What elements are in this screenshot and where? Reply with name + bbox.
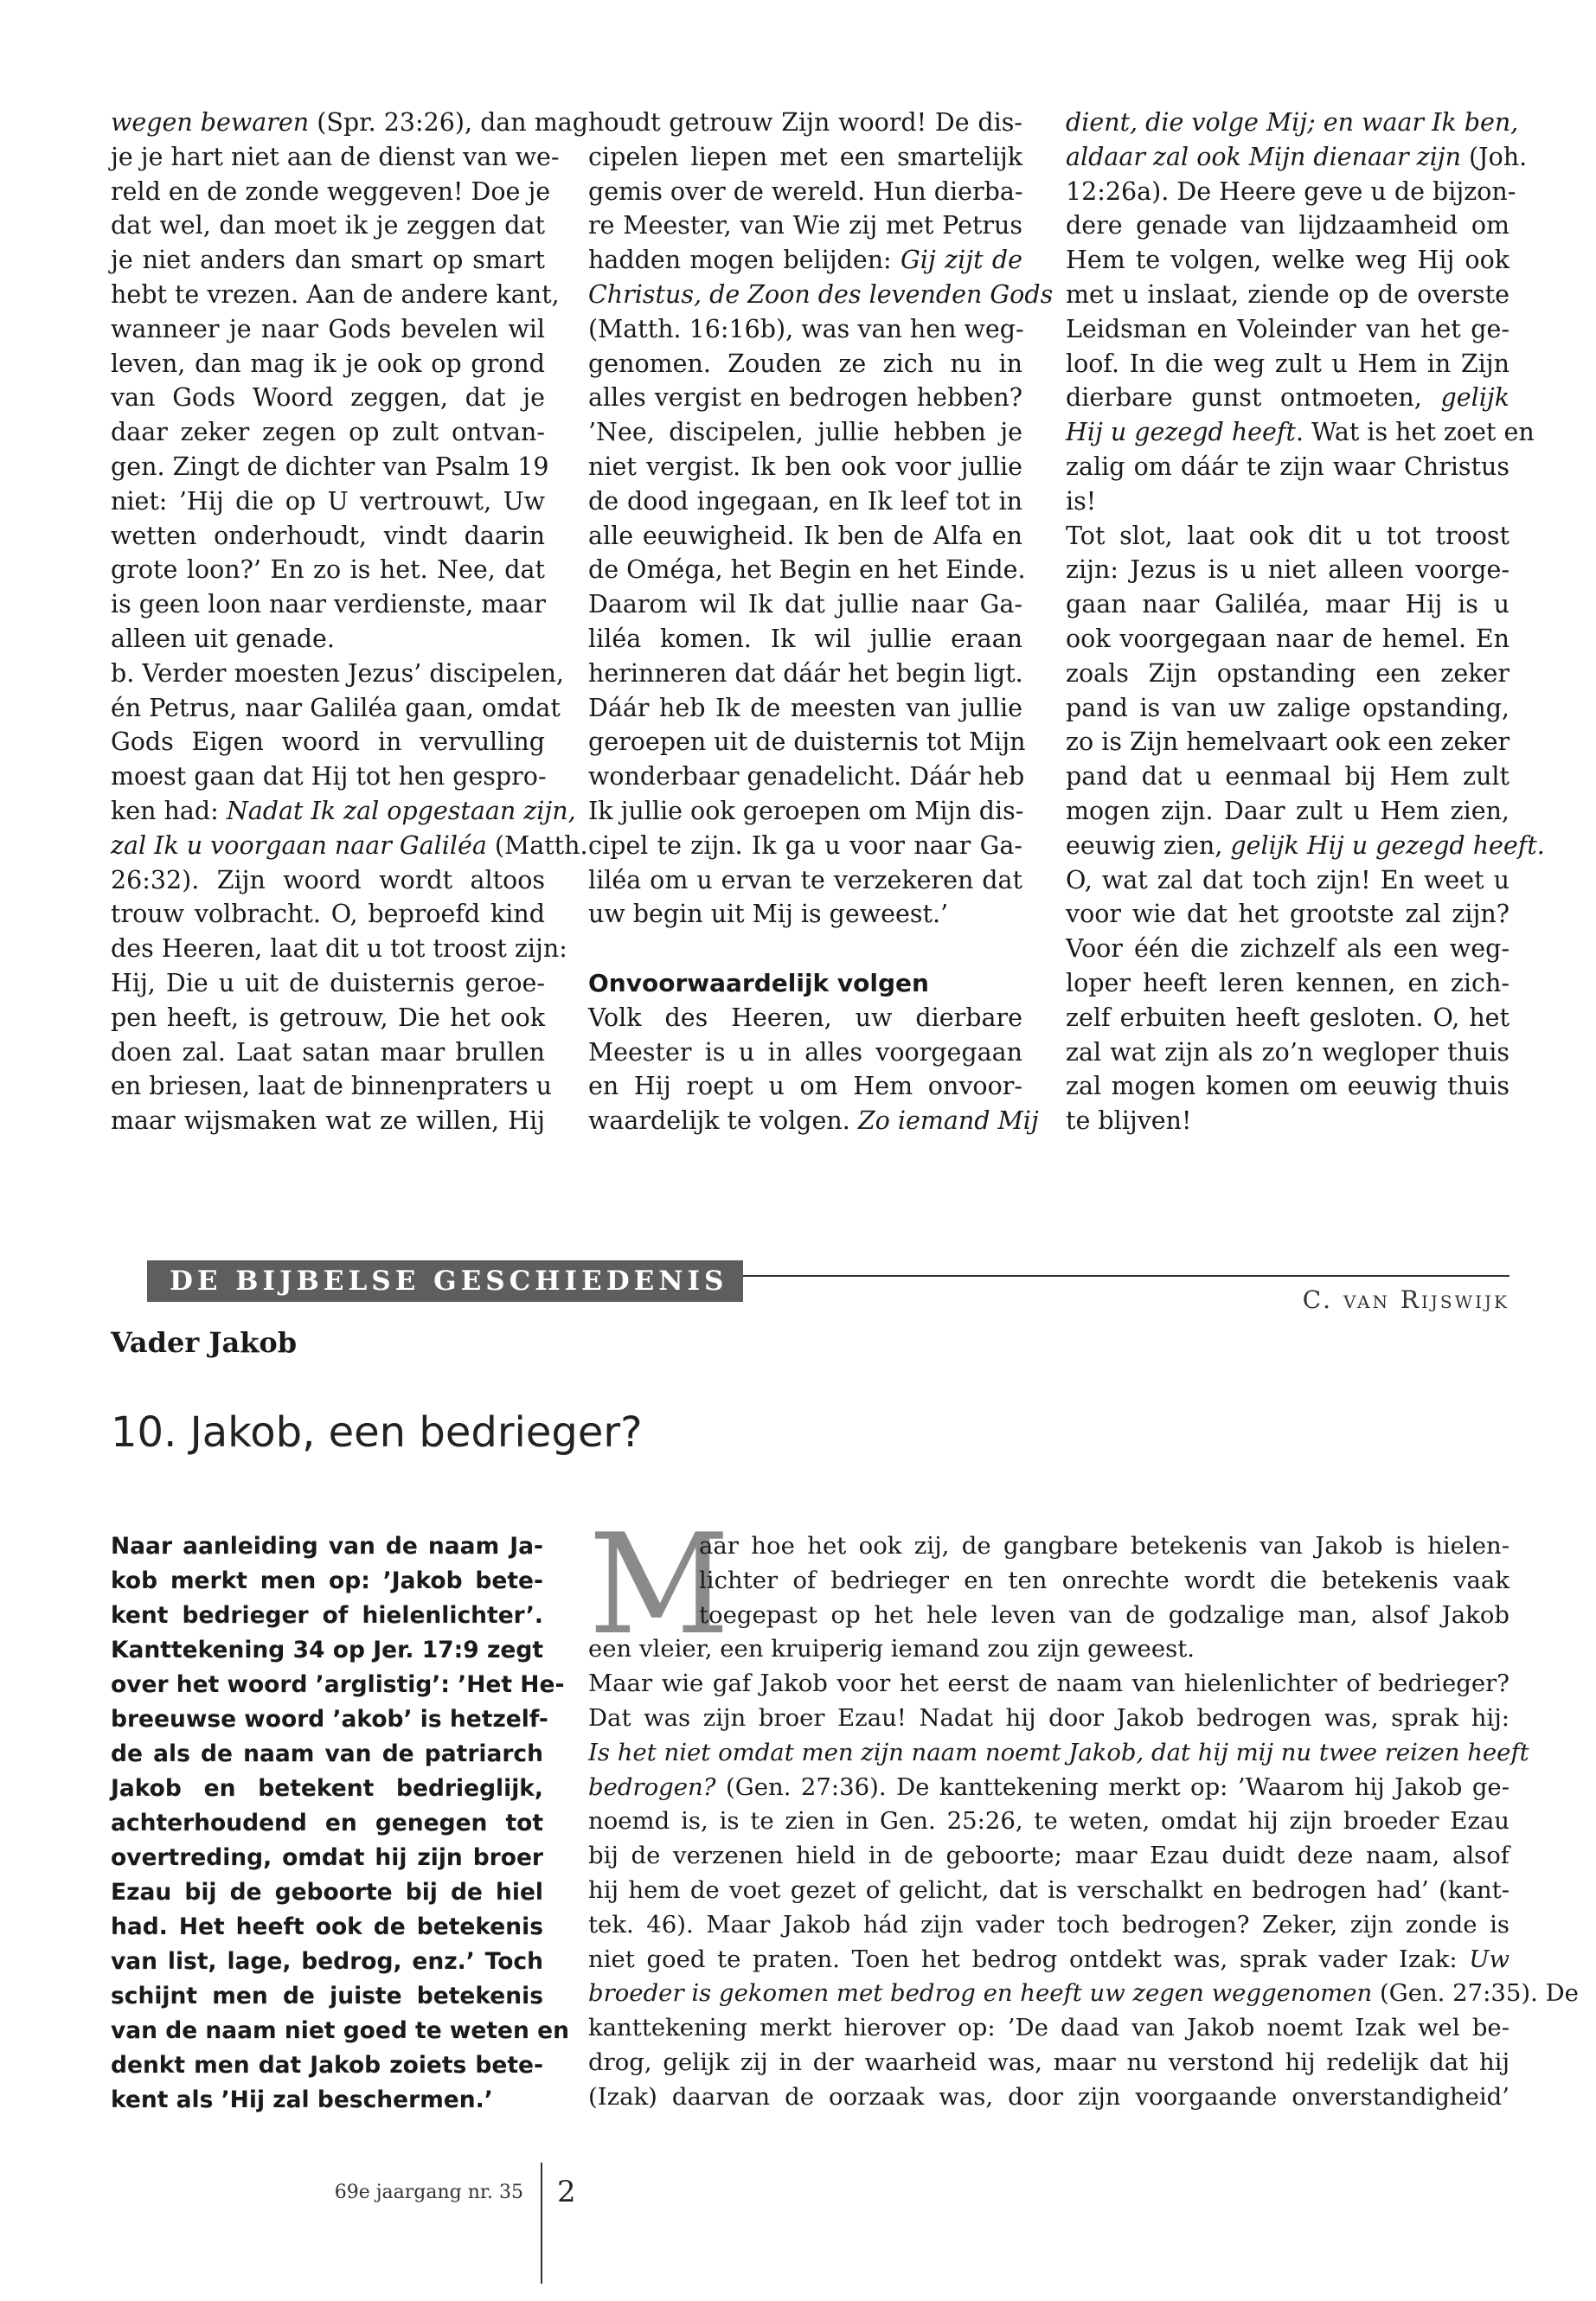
text-line: [1066, 897, 1509, 932]
text-run: hadden mogen belijden:: [588, 246, 901, 275]
text-run: (Matth.: [486, 830, 588, 860]
text-run: is geen loon naar verdienste, maar: [111, 590, 546, 619]
italic-text: Hij u gezegd heeft: [1066, 418, 1296, 447]
text-run: pand is van uw zalige opstanding,: [1066, 693, 1509, 722]
text-run: Tot slot, laat ook dit u tot troost: [1066, 521, 1509, 550]
text-run: de dood ingegaan, en Ik leef tot in: [588, 486, 1022, 516]
text-line: [1066, 794, 1509, 829]
text-line: [588, 760, 1025, 794]
article-intro: [111, 1529, 569, 2118]
text-line: [588, 1804, 1509, 1839]
text-line: [588, 243, 1022, 278]
text-run: drog, gelijk zij in der waarheid was, maar nu verstond hij redelijk dat hij: [588, 2048, 1509, 2076]
italic-text: broeder is gekomen met bedrog en heeft uw zegen weggenomen: [588, 1979, 1373, 2008]
text-run: zalig om dáár te zijn waar Christus: [1066, 452, 1509, 481]
italic-text: zal Ik u voorgaan naar Galiléa: [111, 830, 487, 860]
text-line: [1066, 966, 1509, 1001]
text-run: Hem te volgen, welke weg Hij ook: [1066, 246, 1509, 275]
text-run: trouw volbracht. O, beproefd kind: [111, 900, 545, 929]
intro-line: had. Het heeft ook de betekenis: [111, 1913, 543, 1940]
text-line: [111, 932, 567, 966]
text-run: met u inslaat, ziende op de overste: [1066, 279, 1509, 309]
text-line: [588, 312, 1022, 347]
text-line: [1066, 760, 1509, 794]
text-line: [111, 347, 545, 381]
text-run: b. Verder moesten Jezus’ discipelen,: [111, 658, 564, 688]
text-line: [111, 243, 545, 278]
text-line: [1066, 484, 1509, 519]
text-line: [1066, 278, 1509, 312]
text-run: reld en de zonde weggeven! Doe je: [111, 176, 551, 206]
text-run: waardelijk te volgen.: [588, 1106, 858, 1136]
text-line: [588, 829, 1022, 863]
text-line: [588, 691, 1022, 726]
text-run: alles vergist en bedrogen hebben?: [588, 383, 1022, 413]
text-run: noemd is, is te zien in Gen. 25:26, te weten, omdat hij zijn broeder Ezau: [588, 1807, 1509, 1836]
text-run: wetten onderhoudt, vindt daarin: [111, 521, 545, 550]
text-run: eeuwig zien,: [1066, 830, 1231, 860]
text-line: [588, 1943, 1509, 1977]
text-run: (Joh.: [1460, 142, 1528, 171]
text-line: [111, 484, 545, 519]
series-subtitle: Vader Jakob: [111, 1326, 298, 1359]
text-line: [588, 725, 1026, 760]
text-run: zoals Zijn opstanding een zeker: [1066, 658, 1509, 688]
text-line: [588, 519, 1022, 554]
text-run: cipel te zijn. Ik ga u voor naar Ga-: [588, 830, 1022, 860]
text-run: ’Nee, discipelen, jullie hebben je: [588, 418, 1022, 447]
text-line: [111, 1001, 545, 1035]
text-run: geroepen uit de duisternis tot Mijn: [588, 727, 1026, 757]
text-line: [588, 1977, 1579, 2011]
text-run: Gods Eigen woord in vervulling: [111, 727, 545, 757]
text-run: ook voorgegaan naar de hemel. En: [1066, 624, 1509, 653]
text-line: [588, 1771, 1509, 1805]
text-line: [111, 381, 545, 415]
intro-line: schijnt men de juiste betekenis: [111, 1983, 543, 2009]
column-3: [1066, 106, 1545, 1138]
text-line: [111, 657, 564, 691]
text-line: [1066, 106, 1519, 140]
text-line: [111, 106, 588, 140]
text-run: 12:26a). De Heere geve u de bijzon-: [1066, 176, 1516, 206]
text-line: [1066, 657, 1509, 691]
text-run: gaan naar Galiléa, maar Hij is u: [1066, 590, 1509, 619]
italic-text: Gij zijt de: [901, 246, 1022, 275]
intro-line: kent bedrieger of hielenlichter’.: [111, 1602, 543, 1629]
text-line: [111, 897, 545, 932]
text-line: [1066, 381, 1509, 415]
text-run: Hij, Die u uit de duisternis geroe-: [111, 968, 545, 997]
text-line: [1066, 829, 1545, 863]
text-line: [588, 1001, 1022, 1035]
intro-line: over het woord ’arglistig’: ’Het He-: [111, 1671, 565, 1698]
text-run: hij hem de voet gezet of gelicht, dat is verschalkt en bedrogen had’ (kant-: [588, 1875, 1509, 1904]
text-run: zelf erbuiten heeft gesloten. O, het: [1066, 1003, 1509, 1032]
text-line: [1066, 553, 1509, 587]
text-line: [588, 450, 1022, 484]
text-line: [111, 175, 551, 209]
text-line: [1066, 208, 1509, 243]
text-line: [588, 657, 1022, 691]
text-line: [1066, 1104, 1509, 1138]
text-line: [588, 2080, 1509, 2115]
text-run: (Gen. 27:35). De: [1372, 1979, 1579, 2008]
text-line: [588, 587, 1022, 622]
text-line: [111, 312, 545, 347]
intro-line: Jakob en betekent bedrieglijk,: [111, 1775, 543, 1802]
text-run: liléa komen. Ik wil jullie eraan: [588, 624, 1022, 653]
text-line: [1066, 622, 1509, 657]
text-line: [588, 1104, 1039, 1138]
text-line: [1066, 691, 1509, 726]
italic-text: Is het niet omdat men zijn naam noemt Jakob, dat hij mij nu twee reizen heeft: [588, 1738, 1529, 1766]
text-run: je niet anders dan smart op smart: [111, 246, 545, 275]
text-run: des Heeren, laat dit u tot troost zijn:: [111, 934, 567, 964]
intro-line: van de naam niet goed te weten en: [111, 2017, 569, 2044]
text-run: 26:32). Zijn woord wordt altoos: [111, 865, 545, 894]
text-line: [588, 794, 1022, 829]
issue-label: 69e jaargang nr. 35: [334, 2182, 523, 2203]
text-run: gen. Zingt de dichter van Psalm 19: [111, 452, 549, 481]
text-line: [588, 553, 1026, 587]
intro-line: Ezau bij de geboorte bij de hiel: [111, 1879, 543, 1906]
text-run: gemis over de wereld. Hun dierba-: [588, 176, 1023, 206]
text-line: [1066, 347, 1509, 381]
text-line: [111, 553, 545, 587]
article-body: [588, 1529, 1579, 2115]
text-run: hebt te vrezen. Aan de andere kant,: [111, 279, 560, 309]
column-1: [111, 106, 588, 1138]
text-line: [588, 2011, 1509, 2046]
text-run: grote loon?’ En zo is het. Nee, dat: [111, 555, 545, 585]
text-run: ken had:: [111, 796, 227, 825]
text-run: pen heeft, is getrouw, Die het ook: [111, 1003, 545, 1032]
text-run: cipelen liepen met een smartelijk: [588, 142, 1022, 171]
page-footer: [0, 2163, 1596, 2292]
text-line: [111, 1104, 545, 1138]
text-run: is!: [1066, 486, 1097, 516]
text-run: bij de verzenen hield in de geboorte; maar Ezau duidt deze naam, alsof: [588, 1842, 1509, 1870]
italic-text: Zo iemand Mij: [857, 1106, 1039, 1136]
text-line: [111, 863, 545, 898]
text-run: herinneren dat dáár het begin ligt.: [588, 658, 1023, 688]
text-line: [111, 140, 560, 175]
text-run: . Wat is het zoet en: [1295, 418, 1535, 447]
text-run: alle eeuwigheid. Ik ben de Alfa en: [588, 521, 1022, 550]
text-run: wonderbaar genadelicht. Dáár heb: [588, 762, 1025, 792]
text-line: [588, 2046, 1509, 2080]
italic-text: Uw: [1469, 1945, 1509, 1973]
text-line: [1066, 1001, 1509, 1035]
text-line: [588, 1035, 1022, 1070]
text-line: [588, 208, 1022, 243]
text-run: niet vergist. Ik ben ook voor jullie: [588, 452, 1022, 481]
text-line: [588, 1667, 1509, 1702]
text-run: dat wel, dan moet ik je zeggen dat: [111, 211, 545, 240]
text-run: pand dat u eenmaal bij Hem zult: [1066, 762, 1509, 792]
text-run: Ik jullie ook geroepen om Mijn dis-: [588, 796, 1024, 825]
text-run: van Gods Woord zeggen, dat je: [111, 383, 545, 413]
text-run: Meester is u in alles voorgegaan: [588, 1037, 1022, 1067]
intro-line: Kanttekening 34 op Jer. 17:9 zegt: [111, 1637, 543, 1663]
intro-line: de als de naam van de patriarch: [111, 1740, 543, 1767]
text-run: alleen uit genade.: [111, 624, 335, 653]
text-line: [588, 1874, 1509, 1908]
intro-line: denkt men dat Jakob zoiets bete-: [111, 2052, 543, 2079]
text-line: [111, 691, 561, 726]
text-run: en Hij roept u om Hem onvoor-: [588, 1072, 1022, 1101]
text-run: wanneer je naar Gods bevelen wil: [111, 314, 545, 343]
text-line: [588, 140, 1022, 175]
text-run: Volk des Heeren, uw dierbare: [588, 1003, 1022, 1032]
text-line: [1066, 243, 1509, 278]
text-line: [588, 484, 1022, 519]
italic-text: aldaar zal ook Mijn dienaar zijn: [1066, 142, 1461, 171]
text-run: (Spr. 23:26), dan mag: [309, 108, 588, 137]
section-banner: DE BIJBELSE GESCHIEDENIS: [147, 1260, 743, 1302]
text-run: Leidsman en Voleinder van het ge-: [1066, 314, 1509, 343]
text-line: [1066, 140, 1528, 175]
text-run: O, wat zal dat toch zijn! En weet u: [1066, 865, 1509, 894]
text-line: [1066, 1069, 1509, 1104]
text-line: [588, 622, 1022, 657]
text-run: Daarom wil Ik dat jullie naar Ga-: [588, 590, 1022, 619]
intro-line: breeuwse woord ’akob’ is hetzelf-: [111, 1706, 548, 1733]
italic-text: Nadat Ik zal opgestaan zijn,: [226, 796, 576, 825]
text-run: re Meester, van Wie zij met Petrus: [588, 211, 1022, 240]
text-line: [111, 278, 560, 312]
text-line: [588, 897, 1022, 932]
text-run: een vleier, een kruiperig iemand zou zijn geweest.: [588, 1635, 1195, 1663]
text-line: [111, 829, 588, 863]
author-name: C. van Rijswijk: [1302, 1285, 1509, 1314]
text-run: voor wie dat het grootste zal zijn?: [1066, 900, 1509, 929]
text-run: (Gen. 27:36). De kanttekening merkt op: ’Waarom hij Jakob ge-: [715, 1772, 1509, 1801]
text-line: [588, 106, 1022, 140]
text-run: dere genade van lijdzaamheid om: [1066, 211, 1509, 240]
text-line: [111, 208, 545, 243]
text-line: [1066, 863, 1509, 898]
text-line: [111, 1069, 553, 1104]
text-run: niet goed te praten. Toen het bedrog ontdekt was, sprak vader Izak:: [588, 1945, 1470, 1973]
text-run: de Oméga, het Begin en het Einde.: [588, 555, 1026, 585]
text-run: kanttekening merkt hierover op: ’De daad van Jakob noemt Izak wel be-: [588, 2014, 1509, 2042]
text-run: uw begin uit Mij is geweest.’: [588, 900, 949, 929]
italic-text: bedrogen?: [588, 1772, 716, 1801]
text-line: [111, 725, 545, 760]
text-run: zal wat zijn als zo’n wegloper thuis: [1066, 1037, 1509, 1067]
text-line: [588, 1564, 1509, 1599]
text-run: en briesen, laat de binnenpraters u: [111, 1072, 553, 1101]
text-line: [588, 175, 1022, 209]
intro-line: overtreding, omdat hij zijn broer: [111, 1844, 543, 1871]
italic-text: Christus, de Zoon des levenden Gods: [588, 279, 1054, 309]
text-line: [588, 415, 1022, 450]
text-line: [588, 1736, 1529, 1771]
article-title: 10. Jakob, een bedrieger?: [111, 1408, 643, 1457]
text-line: [111, 519, 545, 554]
text-run: zo is Zijn hemelvaart ook een zeker: [1066, 727, 1510, 757]
text-line: [588, 1908, 1509, 1943]
italic-text: wegen bewaren: [111, 108, 310, 137]
text-run: zijn: Jezus is u niet alleen voorge-: [1066, 555, 1509, 585]
text-run: aar hoe het ook zij, de gangbare betekenis van Jakob is hielen-: [699, 1532, 1509, 1560]
text-line: [111, 587, 545, 622]
text-run: dierbare gunst ontmoeten,: [1066, 383, 1441, 413]
text-run: genomen. Zouden ze zich nu in: [588, 349, 1022, 378]
text-line: [1066, 175, 1516, 209]
italic-text: gelijk: [1440, 383, 1509, 413]
text-line: [1066, 312, 1509, 347]
text-line: [111, 966, 545, 1001]
page-number: 2: [557, 2175, 576, 2209]
text-line: [588, 278, 1054, 312]
text-line: [1066, 519, 1509, 554]
text-run: niet: ’Hij die op U vertrouwt, Uw: [111, 486, 545, 516]
text-line: [588, 863, 1022, 898]
text-line: [1066, 725, 1509, 760]
text-run: lichter of bedrieger en ten onrechte wordt die betekenis vaak: [699, 1566, 1509, 1594]
text-run: liléa om u ervan te verzekeren dat: [588, 865, 1022, 894]
footer-divider: [541, 2163, 542, 2284]
text-run: houdt getrouw Zijn woord! De dis-: [588, 108, 1022, 137]
text-line: [588, 1529, 1509, 1564]
text-run: (Izak) daarvan de oorzaak was, door zijn voorgaande onverstandigheid’: [588, 2082, 1509, 2111]
intro-line: kent als ’Hij zal beschermen.’: [111, 2086, 493, 2113]
text-run: Dáár heb Ik de meesten van jullie: [588, 693, 1022, 722]
intro-line: achterhoudend en genegen tot: [111, 1810, 543, 1836]
text-line: [111, 622, 545, 657]
text-line: [588, 1702, 1509, 1736]
text-line: [588, 1599, 1509, 1633]
italic-text: dient, die volge Mij; en waar Ik ben,: [1066, 108, 1519, 137]
text-run: zal mogen komen om eeuwig thuis: [1066, 1072, 1509, 1101]
text-line: [111, 794, 576, 829]
text-line: [1066, 932, 1509, 966]
text-run: loof. In die weg zult u Hem in Zijn: [1066, 349, 1509, 378]
text-run: Voor één die zichzelf als een weg-: [1066, 934, 1509, 964]
column-2: [588, 106, 1054, 1138]
text-run: (Matth. 16:16b), was van hen weg-: [588, 314, 1024, 343]
text-run: moest gaan dat Hij tot hen gespro-: [111, 762, 547, 792]
text-run: maar wijsmaken wat ze willen, Hij: [111, 1106, 545, 1136]
text-run: doen zal. Laat satan maar brullen: [111, 1037, 545, 1067]
text-run: daar zeker zegen op zult ontvan-: [111, 418, 545, 447]
text-run: Maar wie gaf Jakob voor het eerst de naam van hielenlichter of bedrieger?: [588, 1670, 1509, 1698]
intro-line: Naar aanleiding van de naam Ja-: [111, 1533, 543, 1560]
text-line: [1066, 415, 1535, 450]
text-line: [1066, 450, 1509, 484]
drop-cap: M: [588, 1503, 730, 1665]
text-run: loper heeft leren kennen, en zich-: [1066, 968, 1509, 997]
text-line: [588, 381, 1022, 415]
text-line: [111, 450, 549, 484]
section-heading: Onvoorwaardelijk volgen: [588, 968, 929, 997]
text-line: [1066, 1035, 1509, 1070]
text-line: [588, 1069, 1022, 1104]
text-line: [588, 1839, 1509, 1874]
text-line: [111, 1035, 545, 1070]
spacer: [588, 932, 1022, 966]
text-line: [111, 760, 545, 794]
text-line: [111, 415, 545, 450]
italic-text: gelijk Hij u gezegd heeft.: [1230, 830, 1545, 860]
text-run: én Petrus, naar Galiléa gaan, omdat: [111, 693, 561, 722]
text-run: Dat was zijn broer Ezau! Nadat hij door Jakob bedrogen was, sprak hij:: [588, 1703, 1509, 1732]
text-line: [588, 347, 1022, 381]
text-run: toegepast op het hele leven van de godzalige man, alsof Jakob: [699, 1600, 1509, 1629]
text-line: [1066, 587, 1509, 622]
text-line: [588, 1632, 1509, 1667]
text-run: mogen zijn. Daar zult u Hem zien,: [1066, 796, 1509, 825]
text-run: te blijven!: [1066, 1106, 1192, 1136]
text-run: tek. 46). Maar Jakob hád zijn vader toch bedrogen? Zeker, zijn zonde is: [588, 1910, 1509, 1939]
text-run: je je hart niet aan de dienst van we-: [111, 142, 560, 171]
intro-line: kob merkt men op: ’Jakob bete-: [111, 1567, 543, 1594]
text-run: leven, dan mag ik je ook op grond: [111, 349, 545, 378]
intro-line: van list, lage, bedrog, enz.’ Toch: [111, 1948, 543, 1975]
